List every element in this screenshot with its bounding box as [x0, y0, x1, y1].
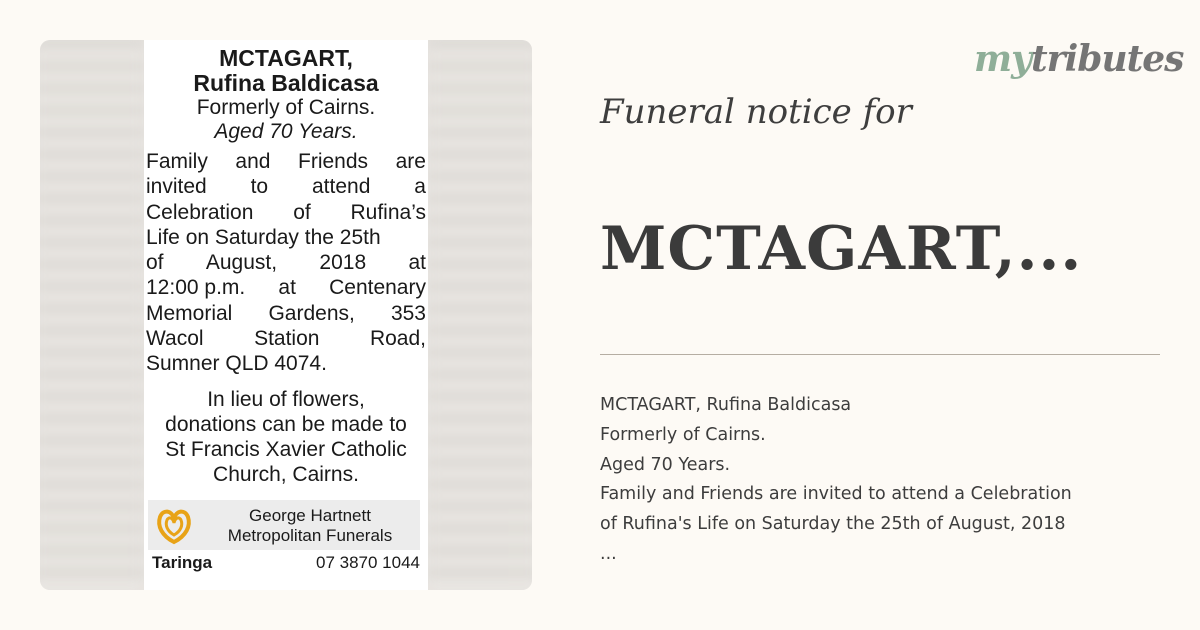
notice-body-word: a — [414, 175, 426, 199]
notice-body-word: at — [278, 276, 296, 300]
divider — [600, 354, 1160, 355]
summary-line: ... — [600, 543, 617, 564]
notice-body-line — [146, 250, 426, 275]
summary-line: Aged 70 Years. — [600, 454, 731, 475]
notice-body-word: Centenary — [329, 276, 426, 300]
funeral-home-contact — [152, 553, 420, 573]
notice-body-word: Memorial — [146, 301, 233, 325]
notice-body-word: of — [293, 200, 311, 224]
newspaper-clipping — [144, 40, 428, 590]
notice-body-word: Sumner QLD 4074. — [146, 352, 327, 376]
deceased-name-title: MCTAGART,... — [600, 214, 1083, 284]
notice-body-word: 2018 — [319, 251, 367, 275]
funeral-home-logo-icon — [154, 506, 194, 546]
notice-body-word: and — [235, 150, 271, 173]
notice-given-names: Rufina Baldicasa — [193, 70, 379, 96]
notice-image — [40, 40, 532, 590]
notice-body — [144, 149, 428, 377]
notice-body-word: Road, — [369, 327, 426, 351]
notice-body-line — [146, 301, 426, 326]
notice-body-line — [146, 326, 426, 351]
notice-surname: MCTAGART, — [219, 45, 353, 71]
notice-body-word: at — [408, 251, 426, 275]
notice-body-line — [146, 149, 426, 174]
funeral-home-phone: 07 3870 1044 — [316, 553, 420, 572]
notice-body-line — [146, 351, 426, 376]
notice-flowers — [144, 387, 428, 487]
notice-body-word: Station — [254, 327, 320, 351]
flowers-line: St Francis Xavier Catholic — [165, 437, 407, 461]
funeral-home-box — [148, 500, 420, 550]
notice-age: Aged 70 Years. — [214, 120, 358, 143]
funeral-home-line2: Metropolitan Funerals — [227, 526, 393, 545]
notice-body-word: Celebration — [146, 200, 254, 224]
notice-formerly: Formerly of Cairns. — [196, 96, 376, 119]
summary-line: Formerly of Cairns. — [600, 424, 766, 445]
notice-body-line — [146, 225, 426, 250]
mytributes-logo[interactable] — [974, 38, 1184, 80]
summary-line: of Rufina's Life on Saturday the 25th of August, 2018 — [600, 514, 1066, 535]
summary-line: MCTAGART, Rufina Baldicasa — [600, 395, 852, 415]
flowers-line: Church, Cairns. — [213, 462, 359, 486]
funeral-home-suburb: Taringa — [152, 553, 213, 572]
blurred-background-left — [40, 40, 144, 590]
notice-body-word: 12:00 p.m. — [146, 276, 246, 300]
notice-body-word: invited — [146, 175, 207, 199]
logo-my: my — [974, 38, 1032, 80]
notice-body-word: to — [250, 175, 269, 199]
notice-body-line — [146, 275, 426, 300]
notice-summary — [600, 391, 1160, 570]
notice-body-word: are — [395, 150, 426, 173]
funeral-home-name — [200, 506, 420, 546]
page-heading: Funeral notice for — [600, 92, 912, 132]
notice-body-word: attend — [312, 175, 371, 199]
flowers-line: donations can be made to — [165, 412, 407, 436]
notice-body-line — [146, 174, 426, 199]
notice-body-word: of — [146, 251, 164, 275]
notice-body-word: Family — [146, 150, 208, 173]
notice-body-word: 353 — [390, 301, 426, 325]
notice-body-word: Friends — [298, 150, 369, 173]
blurred-background-right — [428, 40, 532, 590]
notice-body-word: Rufina’s — [350, 200, 426, 224]
summary-line: Family and Friends are invited to attend a Celebration — [600, 484, 1072, 505]
funeral-home-line1: George Hartnett — [249, 506, 371, 525]
flowers-line: In lieu of flowers, — [207, 387, 365, 411]
notice-body-word: Life on Saturday the 25th — [146, 225, 381, 249]
notice-body-line — [146, 200, 426, 225]
notice-body-word: Gardens, — [268, 301, 355, 325]
logo-tributes: tributes — [1031, 38, 1184, 80]
notice-body-word: August, — [205, 251, 278, 275]
notice-body-word: Wacol — [146, 327, 204, 351]
